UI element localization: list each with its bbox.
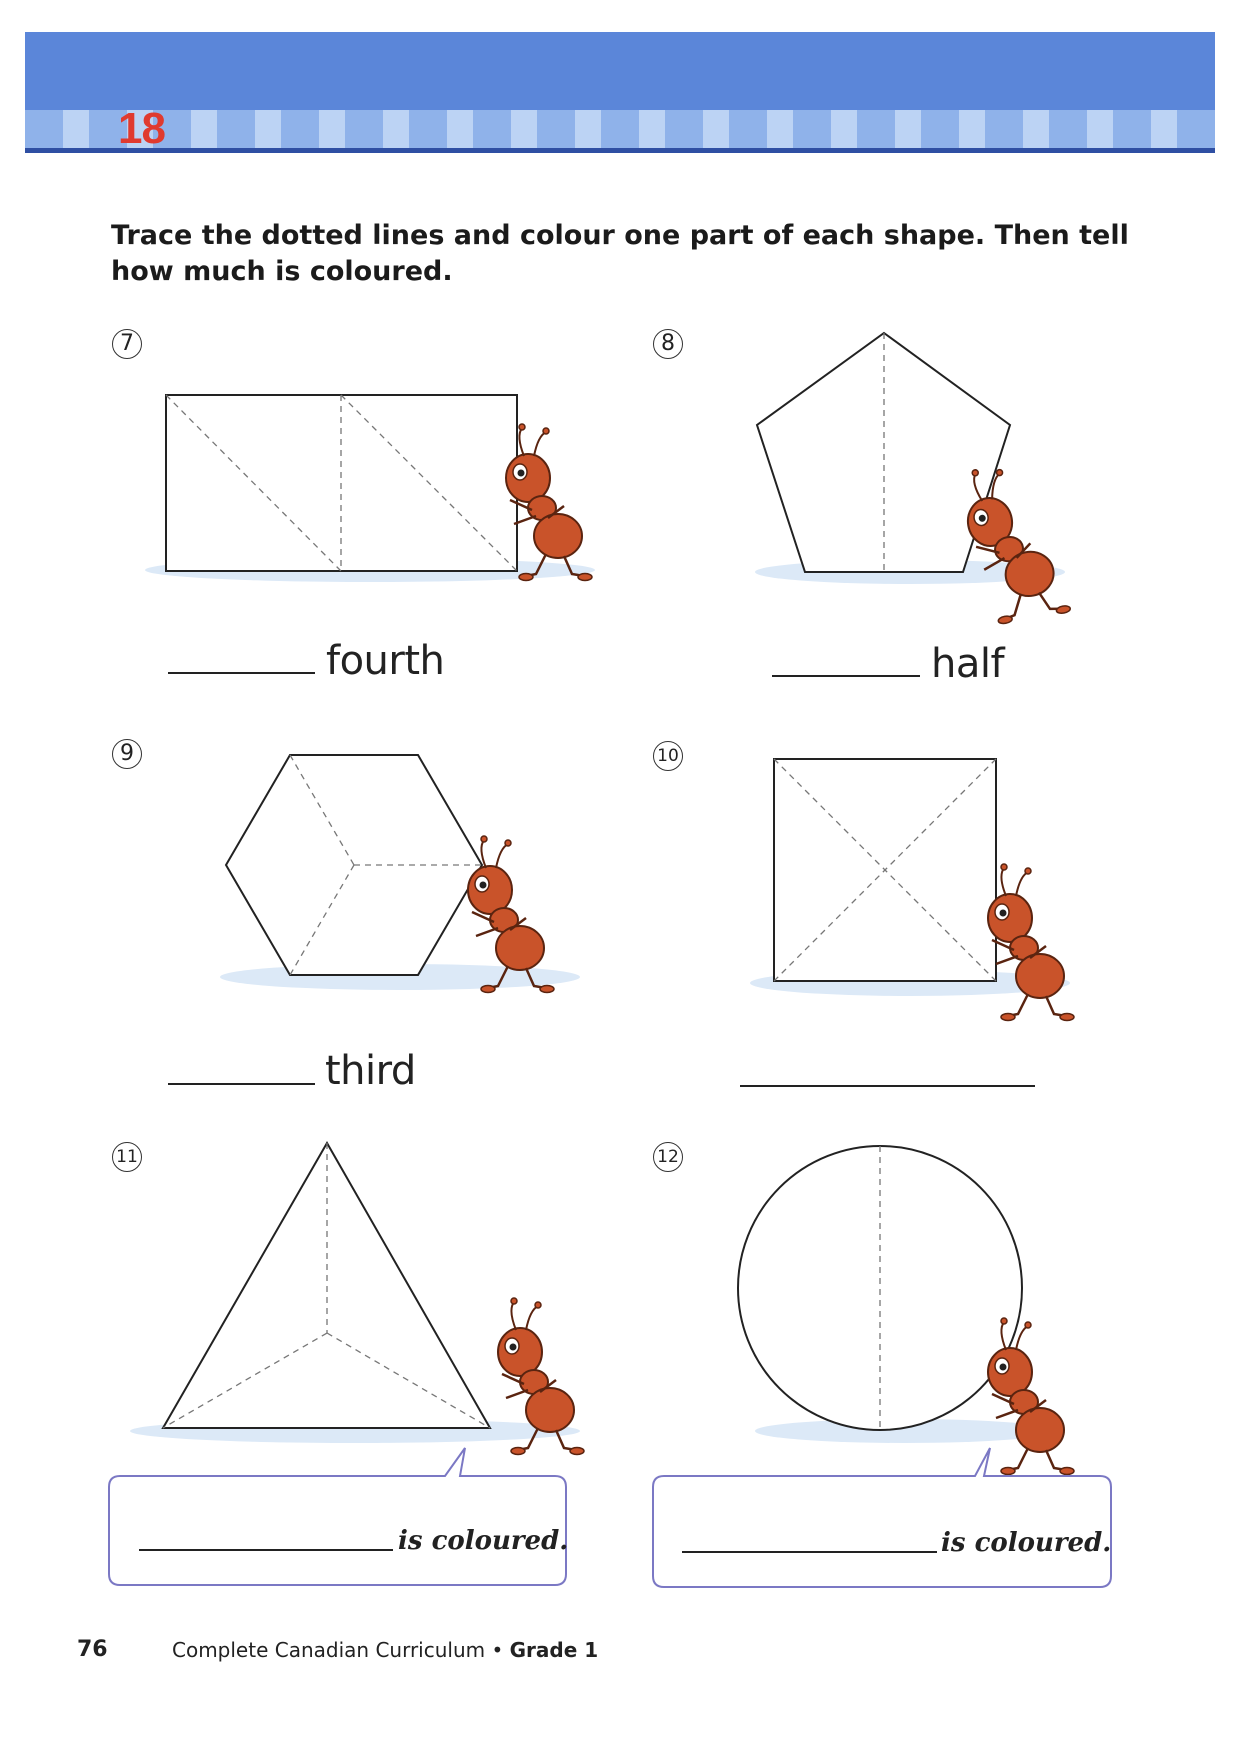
ant-icon xyxy=(988,864,1074,1021)
footer-separator: • xyxy=(485,1638,510,1662)
question-12-callout-box xyxy=(653,1448,1111,1587)
question-12-answer-line[interactable] xyxy=(682,1551,937,1553)
question-7-number: 7 xyxy=(112,329,142,359)
question-11-answer-line[interactable] xyxy=(139,1549,393,1551)
question-9-answer-line[interactable] xyxy=(168,1083,315,1085)
question-9-number: 9 xyxy=(112,739,142,769)
question-12-number: 12 xyxy=(653,1142,683,1172)
ant-icon xyxy=(506,424,592,581)
footer-grade: Grade 1 xyxy=(509,1638,599,1662)
question-11-callout-box xyxy=(109,1448,569,1585)
question-10-square xyxy=(750,759,1074,1021)
question-9-hexagon xyxy=(220,755,580,993)
question-7-answer-word: fourth xyxy=(326,638,445,684)
question-10-answer-line[interactable] xyxy=(740,1085,1035,1087)
instructions: Trace the dotted lines and colour one part of each shape. Then tell how much is coloured. xyxy=(111,220,1129,287)
question-7-rectangle xyxy=(145,395,595,582)
footer-series-name: Complete Canadian Curriculum xyxy=(172,1638,486,1662)
question-8-answer-line[interactable] xyxy=(772,675,920,677)
question-8-pentagon xyxy=(755,333,1071,627)
question-11-answer-suffix: is coloured. xyxy=(398,1526,569,1556)
question-7-answer-line[interactable] xyxy=(168,672,315,674)
question-10-number: 10 xyxy=(653,741,683,771)
question-11-number: 11 xyxy=(112,1142,142,1172)
question-11-triangle xyxy=(130,1143,584,1455)
question-8-answer-word: half xyxy=(931,641,1005,687)
question-12-answer-suffix: is coloured. xyxy=(941,1528,1112,1558)
question-8-number: 8 xyxy=(653,329,683,359)
question-12-circle xyxy=(738,1146,1074,1475)
footer-page-number: 76 xyxy=(77,1637,108,1662)
question-9-answer-word: third xyxy=(325,1048,416,1094)
footer-series xyxy=(172,1638,598,1662)
lesson-number: 18 xyxy=(118,104,165,153)
